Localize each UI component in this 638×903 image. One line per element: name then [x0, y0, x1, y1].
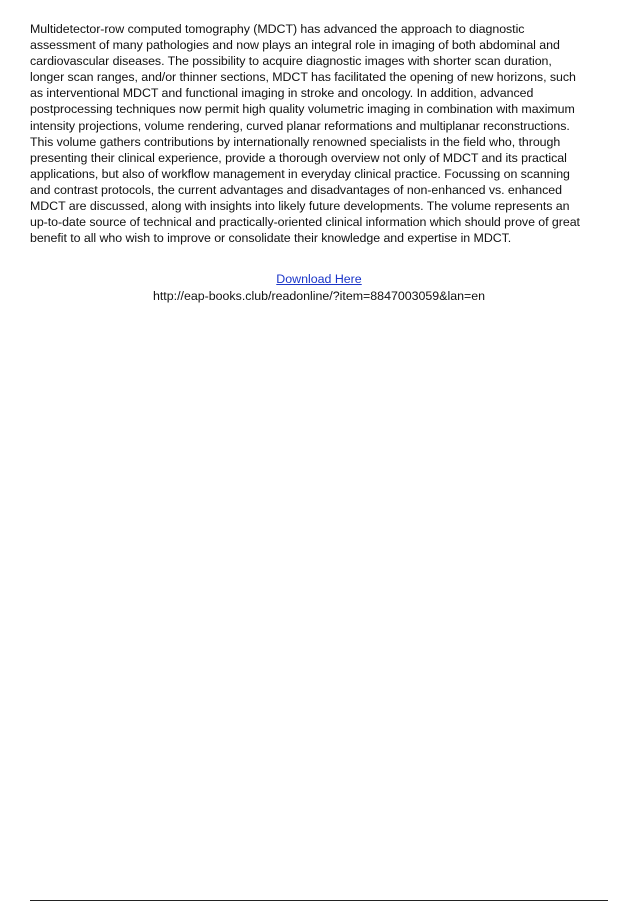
abstract-line: intensity projections, volume rendering, curved planar reformations and multiplanar reconstructions. — [30, 118, 570, 133]
footer-divider — [30, 900, 608, 901]
download-link[interactable]: Download Here — [276, 272, 362, 286]
abstract-line: longer scan ranges, and/or thinner sections, MDCT has facilitated the opening of new horizons, such — [30, 70, 576, 85]
abstract-line: as interventional MDCT and functional imaging in stroke and oncology. In addition, advanced — [30, 86, 534, 101]
download-section — [0, 271, 638, 304]
abstract-line: benefit to all who wish to improve or consolidate their knowledge and expertise in MDCT. — [30, 231, 512, 246]
abstract-line: postprocessing techniques now permit high quality volumetric imaging in combination with maximum — [30, 102, 575, 117]
abstract-line: Multidetector-row computed tomography (MDCT) has advanced the approach to diagnostic — [30, 22, 525, 36]
abstract-line: presenting their clinical experience, provide a thorough overview not only of MDCT and its practical — [30, 150, 567, 165]
abstract-line: cardiovascular diseases. The possibility to acquire diagnostic images with shorter scan duration, — [30, 54, 552, 69]
abstract-line: up-to-date source of technical and practically-oriented clinical information which should prove of great — [30, 215, 580, 230]
abstract-paragraph — [30, 21, 612, 246]
abstract-line: This volume gathers contributions by internationally renowned specialists in the field who, through — [30, 134, 561, 149]
download-url-text: http://eap-books.club/readonline/?item=8847003059&lan=en — [152, 288, 486, 303]
abstract-line: applications, but also of workflow management in everyday clinical practice. Focussing on scanning — [30, 166, 570, 181]
abstract-line: and contrast protocols, the current advantages and disadvantages of non-enhanced vs. enhanced — [30, 182, 562, 197]
abstract-line: assessment of many pathologies and now plays an integral role in imaging of both abdominal and — [30, 38, 560, 53]
abstract-line: MDCT are discussed, along with insights into likely future developments. The volume represents an — [30, 199, 570, 214]
